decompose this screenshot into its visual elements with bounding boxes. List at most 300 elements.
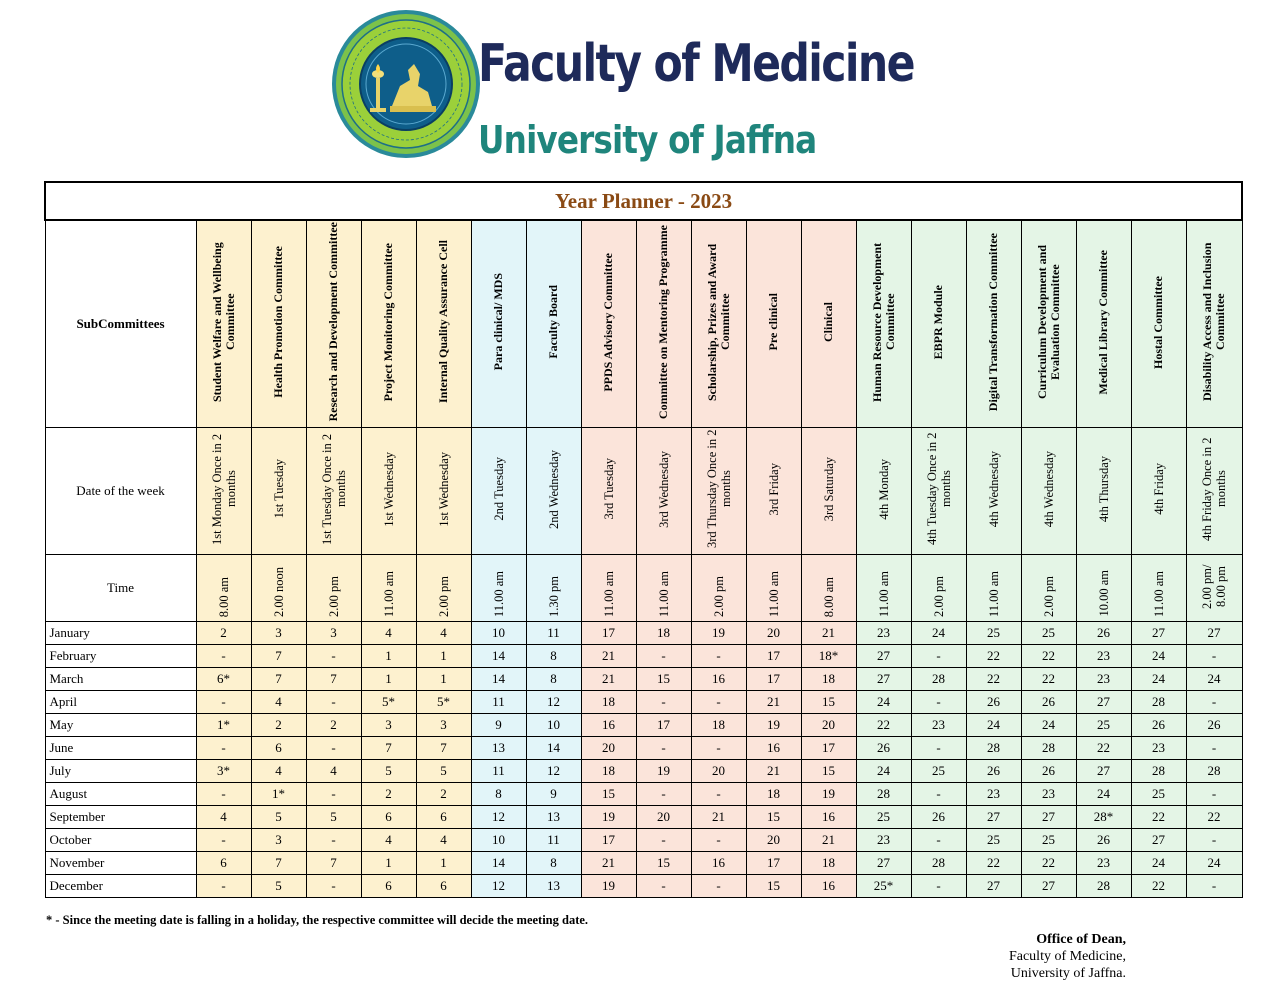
meeting-date-cell: 17 bbox=[636, 714, 691, 737]
meeting-time: 2.00 pm bbox=[436, 576, 451, 617]
column-header-disability-access-and-inclusion-committee bbox=[1186, 220, 1242, 428]
meeting-date-cell: - bbox=[306, 783, 361, 806]
meeting-date-cell: 27 bbox=[1076, 691, 1131, 714]
column-header-pre-clinical bbox=[746, 220, 801, 428]
column-header-health-promotion-committee bbox=[251, 220, 306, 428]
office-title: Office of Dean, bbox=[1036, 932, 1126, 947]
meeting-date-cell: - bbox=[691, 691, 746, 714]
meeting-day: 4th Thursday bbox=[1096, 455, 1111, 523]
holiday-footnote: * - Since the meeting date is falling in a holiday, the respective committee will decide the meeting date. bbox=[46, 913, 589, 927]
meeting-date-cell: 25 bbox=[1021, 829, 1076, 852]
meeting-date-cell: 15 bbox=[581, 783, 636, 806]
meeting-date-cell: 1 bbox=[361, 852, 416, 875]
meeting-day: 2nd Wednesday bbox=[546, 449, 561, 529]
meeting-date-cell: 22 bbox=[1076, 737, 1131, 760]
meeting-date-cell: - bbox=[306, 645, 361, 668]
meeting-date-cell: 27 bbox=[856, 645, 911, 668]
meeting-date-cell: 21 bbox=[746, 760, 801, 783]
meeting-time-cell bbox=[416, 555, 471, 622]
meeting-date-cell: - bbox=[196, 737, 251, 760]
column-header-clinical bbox=[801, 220, 856, 428]
meeting-date-cell: - bbox=[196, 829, 251, 852]
meeting-day: 4th Wednesday bbox=[1041, 450, 1056, 528]
meeting-date-cell: 7 bbox=[306, 852, 361, 875]
meeting-date-cell: - bbox=[196, 875, 251, 898]
meeting-time-cell bbox=[361, 555, 416, 622]
meeting-date-cell: - bbox=[911, 783, 966, 806]
meeting-date-cell: 10 bbox=[471, 622, 526, 645]
meeting-date-cell: 15 bbox=[801, 691, 856, 714]
meeting-date-cell: 28 bbox=[856, 783, 911, 806]
meeting-date-cell: 28 bbox=[1131, 760, 1186, 783]
meeting-date-cell: 26 bbox=[1021, 760, 1076, 783]
meeting-time: 2.00 pm bbox=[931, 576, 946, 617]
meeting-date-cell: 6 bbox=[361, 806, 416, 829]
meeting-date-cell: 2 bbox=[416, 783, 471, 806]
meeting-date-cell: 3* bbox=[196, 760, 251, 783]
meeting-date-cell: 22 bbox=[966, 668, 1021, 691]
meeting-date-cell: 9 bbox=[471, 714, 526, 737]
meeting-date-cell: 28* bbox=[1076, 806, 1131, 829]
meeting-date-cell: 23 bbox=[1131, 737, 1186, 760]
meeting-date-cell: - bbox=[1186, 783, 1242, 806]
month-label: June bbox=[45, 737, 196, 760]
meeting-date-cell: 1* bbox=[196, 714, 251, 737]
committee-name: PPDS Advisory Committee bbox=[601, 252, 615, 392]
committee-name: Curriculum Development and Evaluation Committee bbox=[1034, 245, 1062, 399]
meeting-date-cell: 16 bbox=[691, 852, 746, 875]
meeting-date-cell: 4 bbox=[251, 691, 306, 714]
meeting-date-cell: 16 bbox=[746, 737, 801, 760]
meeting-day-cell bbox=[416, 428, 471, 555]
meeting-date-cell: 5 bbox=[416, 760, 471, 783]
meeting-date-cell: 21 bbox=[581, 645, 636, 668]
meeting-date-cell: 23 bbox=[856, 622, 911, 645]
meeting-date-cell: - bbox=[306, 737, 361, 760]
meeting-date-cell: 23 bbox=[856, 829, 911, 852]
meeting-day-cell bbox=[196, 428, 251, 555]
meeting-day-cell bbox=[306, 428, 361, 555]
meeting-date-cell: 12 bbox=[526, 760, 581, 783]
column-header-scholarship-prizes-and-award-committee bbox=[691, 220, 746, 428]
meeting-date-cell: 23 bbox=[1076, 645, 1131, 668]
meeting-date-cell: 25 bbox=[856, 806, 911, 829]
meeting-date-cell: 23 bbox=[966, 783, 1021, 806]
meeting-date-cell: 17 bbox=[801, 737, 856, 760]
meeting-time: 1.30 pm bbox=[546, 576, 561, 617]
meeting-time: 11.00 am bbox=[601, 570, 616, 617]
meeting-date-cell: 4 bbox=[361, 622, 416, 645]
meeting-date-cell: 16 bbox=[801, 806, 856, 829]
table-row bbox=[45, 622, 1242, 645]
committee-name: EBPR Module bbox=[931, 284, 945, 360]
meeting-date-cell: - bbox=[691, 783, 746, 806]
meeting-time: 11.00 am bbox=[986, 570, 1001, 617]
meeting-date-cell: 16 bbox=[581, 714, 636, 737]
table-row bbox=[45, 691, 1242, 714]
month-label: September bbox=[45, 806, 196, 829]
meeting-date-cell: 8 bbox=[471, 783, 526, 806]
meeting-date-cell: 8 bbox=[526, 668, 581, 691]
meeting-day-cell bbox=[251, 428, 306, 555]
meeting-day: 3rd Tuesday bbox=[601, 458, 616, 520]
meeting-time: 11.00 am bbox=[491, 570, 506, 617]
committee-name: Faculty Board bbox=[546, 285, 560, 359]
meeting-date-cell: 19 bbox=[581, 806, 636, 829]
meeting-day: 3rd Wednesday bbox=[656, 450, 671, 528]
meeting-date-cell: 20 bbox=[801, 714, 856, 737]
meeting-date-cell: 17 bbox=[746, 668, 801, 691]
meeting-time-cell bbox=[801, 555, 856, 622]
meeting-date-cell: 11 bbox=[471, 760, 526, 783]
meeting-date-cell: 24 bbox=[856, 760, 911, 783]
meeting-date-cell: 27 bbox=[1021, 875, 1076, 898]
meeting-day: 4th Wednesday bbox=[986, 450, 1001, 528]
meeting-day: 3rd Saturday bbox=[821, 456, 836, 522]
meeting-date-cell: 27 bbox=[1021, 806, 1076, 829]
meeting-date-cell: 22 bbox=[856, 714, 911, 737]
meeting-time-cell bbox=[856, 555, 911, 622]
meeting-date-cell: 21 bbox=[581, 852, 636, 875]
meeting-date-cell: 20 bbox=[691, 760, 746, 783]
meeting-date-cell: 6 bbox=[196, 852, 251, 875]
meeting-date-cell: 4 bbox=[416, 622, 471, 645]
meeting-date-cell: 20 bbox=[636, 806, 691, 829]
meeting-date-cell: 28 bbox=[911, 668, 966, 691]
university-seal-logo bbox=[330, 8, 482, 160]
meeting-date-cell: 1 bbox=[416, 645, 471, 668]
month-label: October bbox=[45, 829, 196, 852]
column-header-medical-library-committee bbox=[1076, 220, 1131, 428]
meeting-date-cell: 22 bbox=[1021, 645, 1076, 668]
meeting-day-cell bbox=[801, 428, 856, 555]
committee-name: Committee on Mentoring Programme bbox=[656, 224, 670, 420]
meeting-date-cell: 23 bbox=[1021, 783, 1076, 806]
meeting-date-cell: 2 bbox=[196, 622, 251, 645]
committee-name: Pre clinical bbox=[766, 293, 780, 351]
table-row bbox=[45, 737, 1242, 760]
meeting-date-cell: 22 bbox=[1021, 668, 1076, 691]
meeting-date-cell: 11 bbox=[526, 829, 581, 852]
meeting-date-cell: 11 bbox=[471, 691, 526, 714]
meeting-date-cell: 21 bbox=[801, 622, 856, 645]
meeting-day: 1st Tuesday Once in 2 months bbox=[319, 433, 348, 545]
meeting-time-cell bbox=[1186, 555, 1242, 622]
meeting-time-cell bbox=[1076, 555, 1131, 622]
meeting-date-cell: 27 bbox=[1186, 622, 1242, 645]
meeting-date-cell: 28 bbox=[966, 737, 1021, 760]
time-label: Time bbox=[45, 555, 196, 622]
meeting-time-cell bbox=[526, 555, 581, 622]
meeting-date-cell: - bbox=[911, 737, 966, 760]
meeting-date-cell: 7 bbox=[306, 668, 361, 691]
office-line-faculty: Faculty of Medicine, bbox=[1008, 949, 1126, 964]
meeting-date-cell: 9 bbox=[526, 783, 581, 806]
office-line-university: University of Jaffna. bbox=[1010, 966, 1126, 981]
meeting-date-cell: 27 bbox=[966, 875, 1021, 898]
meeting-date-cell: - bbox=[196, 691, 251, 714]
meeting-date-cell: 21 bbox=[746, 691, 801, 714]
meeting-date-cell: - bbox=[1186, 737, 1242, 760]
meeting-date-cell: 3 bbox=[251, 829, 306, 852]
meeting-date-cell: 25 bbox=[966, 622, 1021, 645]
month-label: November bbox=[45, 852, 196, 875]
meeting-date-cell: 7 bbox=[251, 645, 306, 668]
month-label: May bbox=[45, 714, 196, 737]
meeting-day: 3rd Thursday Once in 2 months bbox=[704, 429, 733, 549]
meeting-date-cell: 26 bbox=[966, 691, 1021, 714]
meeting-time: 2.00 pm bbox=[326, 576, 341, 617]
meeting-date-cell: 3 bbox=[361, 714, 416, 737]
meeting-day: 1st Wednesday bbox=[436, 451, 451, 527]
office-of-dean-signature bbox=[940, 931, 1126, 982]
meeting-date-cell: - bbox=[196, 645, 251, 668]
meeting-date-cell: 6 bbox=[361, 875, 416, 898]
meeting-date-cell: - bbox=[636, 875, 691, 898]
committee-name: Clinical bbox=[821, 301, 835, 342]
meeting-date-cell: 3 bbox=[251, 622, 306, 645]
meeting-date-cell: 24 bbox=[1131, 668, 1186, 691]
meeting-date-cell: 5* bbox=[416, 691, 471, 714]
meeting-date-cell: - bbox=[911, 829, 966, 852]
meeting-date-cell: 19 bbox=[691, 622, 746, 645]
meeting-time: 11.00 am bbox=[1151, 570, 1166, 617]
meeting-date-cell: 21 bbox=[581, 668, 636, 691]
date-of-week-label: Date of the week bbox=[45, 428, 196, 555]
meeting-date-cell: - bbox=[306, 875, 361, 898]
meeting-time: 2.00 pm bbox=[1041, 576, 1056, 617]
meeting-date-cell: 28 bbox=[1076, 875, 1131, 898]
meeting-date-cell: - bbox=[691, 875, 746, 898]
column-header-curriculum-development-and-evaluation-committee bbox=[1021, 220, 1076, 428]
meeting-date-cell: 27 bbox=[1076, 760, 1131, 783]
meeting-date-cell: 19 bbox=[581, 875, 636, 898]
meeting-date-cell: 22 bbox=[966, 852, 1021, 875]
meeting-date-cell: 24 bbox=[1021, 714, 1076, 737]
meeting-date-cell: 27 bbox=[1131, 829, 1186, 852]
meeting-date-cell: 24 bbox=[911, 622, 966, 645]
meeting-date-cell: 5* bbox=[361, 691, 416, 714]
meeting-time-cell bbox=[471, 555, 526, 622]
meeting-date-cell: 13 bbox=[526, 806, 581, 829]
meeting-date-cell: 28 bbox=[911, 852, 966, 875]
meeting-time-cell bbox=[911, 555, 966, 622]
column-header-internal-quality-assurance-cell bbox=[416, 220, 471, 428]
meeting-day-cell bbox=[1131, 428, 1186, 555]
meeting-date-cell: - bbox=[636, 829, 691, 852]
meeting-date-cell: - bbox=[636, 783, 691, 806]
meeting-date-cell: 10 bbox=[471, 829, 526, 852]
meeting-date-cell: 10 bbox=[526, 714, 581, 737]
meeting-date-cell: 6 bbox=[416, 806, 471, 829]
meeting-time: 8.00 am bbox=[821, 576, 836, 617]
meeting-date-cell: 22 bbox=[966, 645, 1021, 668]
meeting-date-cell: 2 bbox=[361, 783, 416, 806]
meeting-day-cell bbox=[1186, 428, 1242, 555]
meeting-date-cell: 28 bbox=[1021, 737, 1076, 760]
meeting-date-cell: 24 bbox=[856, 691, 911, 714]
meeting-date-cell: 7 bbox=[361, 737, 416, 760]
meeting-date-cell: 20 bbox=[746, 829, 801, 852]
table-row bbox=[45, 760, 1242, 783]
table-row bbox=[45, 668, 1242, 691]
meeting-date-cell: 2 bbox=[306, 714, 361, 737]
university-subtitle: University of Jaffna bbox=[478, 118, 817, 162]
meeting-day: 2nd Tuesday bbox=[491, 457, 506, 521]
meeting-time-cell bbox=[196, 555, 251, 622]
meeting-day-cell bbox=[746, 428, 801, 555]
meeting-day: 1st Tuesday bbox=[271, 459, 286, 519]
meeting-date-cell: 25 bbox=[1131, 783, 1186, 806]
meeting-date-cell: 1* bbox=[251, 783, 306, 806]
meeting-time-cell bbox=[1021, 555, 1076, 622]
meeting-time: 10.00 am bbox=[1096, 570, 1111, 617]
meeting-time: 2.00 pm bbox=[711, 576, 726, 617]
meeting-date-cell: 19 bbox=[636, 760, 691, 783]
meeting-date-cell: 27 bbox=[856, 852, 911, 875]
table-row bbox=[45, 714, 1242, 737]
meeting-date-cell: 26 bbox=[911, 806, 966, 829]
meeting-date-cell: - bbox=[1186, 875, 1242, 898]
column-header-human-resource-development-committee bbox=[856, 220, 911, 428]
meeting-date-cell: 24 bbox=[966, 714, 1021, 737]
meeting-date-cell: 4 bbox=[416, 829, 471, 852]
meeting-day-cell bbox=[966, 428, 1021, 555]
meeting-date-cell: 22 bbox=[1021, 852, 1076, 875]
meeting-date-cell: 8 bbox=[526, 645, 581, 668]
meeting-date-cell: - bbox=[691, 829, 746, 852]
meeting-time-cell bbox=[581, 555, 636, 622]
meeting-day: 1st Monday Once in 2 months bbox=[209, 433, 238, 545]
faculty-title: Faculty of Medicine bbox=[478, 34, 914, 94]
meeting-day-cell bbox=[1076, 428, 1131, 555]
meeting-date-cell: 16 bbox=[691, 668, 746, 691]
meeting-date-cell: 5 bbox=[251, 806, 306, 829]
meeting-date-cell: 26 bbox=[966, 760, 1021, 783]
meeting-date-cell: 4 bbox=[361, 829, 416, 852]
table-row bbox=[45, 852, 1242, 875]
meeting-date-cell: 19 bbox=[801, 783, 856, 806]
meeting-date-cell: - bbox=[1186, 691, 1242, 714]
meeting-date-cell: 17 bbox=[746, 645, 801, 668]
year-planner-table bbox=[44, 181, 1243, 898]
committee-name: Project Monitoring Committee bbox=[381, 242, 395, 402]
month-label: March bbox=[45, 668, 196, 691]
meeting-date-cell: 18 bbox=[581, 691, 636, 714]
meeting-date-cell: - bbox=[636, 737, 691, 760]
meeting-date-cell: 26 bbox=[856, 737, 911, 760]
meeting-date-cell: 6* bbox=[196, 668, 251, 691]
meeting-date-cell: 6 bbox=[251, 737, 306, 760]
meeting-day-cell bbox=[526, 428, 581, 555]
meeting-time: 11.00 am bbox=[766, 570, 781, 617]
meeting-date-cell: 14 bbox=[526, 737, 581, 760]
column-header-committee-on-mentoring-programme bbox=[636, 220, 691, 428]
meeting-date-cell: 13 bbox=[471, 737, 526, 760]
meeting-date-cell: 15 bbox=[746, 875, 801, 898]
meeting-date-cell: - bbox=[636, 691, 691, 714]
meeting-date-cell: - bbox=[636, 645, 691, 668]
meeting-date-cell: 26 bbox=[1131, 714, 1186, 737]
committee-name: Scholarship, Prizes and Award Committee bbox=[704, 243, 732, 401]
meeting-day: 4th Monday bbox=[876, 458, 891, 520]
column-header-ppds-advisory-committee bbox=[581, 220, 636, 428]
meeting-date-cell: - bbox=[691, 645, 746, 668]
meeting-time-cell bbox=[966, 555, 1021, 622]
meeting-date-cell: 1 bbox=[361, 668, 416, 691]
meeting-date-cell: 18* bbox=[801, 645, 856, 668]
meeting-date-cell: 12 bbox=[471, 875, 526, 898]
meeting-date-cell: 20 bbox=[581, 737, 636, 760]
meeting-date-cell: 1 bbox=[416, 668, 471, 691]
committee-name: Hostal Committee bbox=[1151, 275, 1165, 369]
meeting-time: 11.00 am bbox=[876, 570, 891, 617]
committee-name: Para clinical/ MDS bbox=[491, 273, 505, 371]
meeting-day-cell bbox=[911, 428, 966, 555]
column-header-hostal-committee bbox=[1131, 220, 1186, 428]
meeting-date-cell: 24 bbox=[1186, 668, 1242, 691]
table-row bbox=[45, 645, 1242, 668]
table-row bbox=[45, 806, 1242, 829]
meeting-date-cell: - bbox=[1186, 645, 1242, 668]
month-label: August bbox=[45, 783, 196, 806]
meeting-date-cell: 26 bbox=[1076, 622, 1131, 645]
meeting-date-cell: - bbox=[911, 691, 966, 714]
meeting-date-cell: 1 bbox=[361, 645, 416, 668]
meeting-date-cell: 24 bbox=[1131, 852, 1186, 875]
meeting-date-cell: 4 bbox=[251, 760, 306, 783]
meeting-date-cell: 7 bbox=[251, 852, 306, 875]
meeting-time: 8.00 am bbox=[216, 576, 231, 617]
meeting-day-cell bbox=[691, 428, 746, 555]
meeting-date-cell: 27 bbox=[856, 668, 911, 691]
meeting-date-cell: 25 bbox=[966, 829, 1021, 852]
month-label: January bbox=[45, 622, 196, 645]
column-header-ebpr-module bbox=[911, 220, 966, 428]
meeting-date-cell: 11 bbox=[526, 622, 581, 645]
meeting-day-cell bbox=[361, 428, 416, 555]
meeting-date-cell: 25 bbox=[1076, 714, 1131, 737]
meeting-date-cell: 20 bbox=[746, 622, 801, 645]
meeting-date-cell: 16 bbox=[801, 875, 856, 898]
table-row bbox=[45, 875, 1242, 898]
meeting-date-cell: 23 bbox=[1076, 668, 1131, 691]
meeting-date-cell: 24 bbox=[1076, 783, 1131, 806]
meeting-day-cell bbox=[581, 428, 636, 555]
meeting-date-cell: 18 bbox=[746, 783, 801, 806]
column-header-student-welfare-and-wellbeing-committee bbox=[196, 220, 251, 428]
meeting-date-cell: 4 bbox=[196, 806, 251, 829]
meeting-date-cell: 8 bbox=[526, 852, 581, 875]
meeting-time: 11.00 am bbox=[381, 570, 396, 617]
committee-name: Medical Library Committee bbox=[1096, 249, 1110, 395]
meeting-date-cell: 5 bbox=[251, 875, 306, 898]
meeting-date-cell: 28 bbox=[1186, 760, 1242, 783]
meeting-date-cell: - bbox=[911, 645, 966, 668]
meeting-day-cell bbox=[636, 428, 691, 555]
meeting-date-cell: 17 bbox=[581, 622, 636, 645]
committee-name: Health Promotion Committee bbox=[271, 246, 285, 398]
meeting-date-cell: - bbox=[196, 783, 251, 806]
meeting-day: 4th Tuesday Once in 2 months bbox=[924, 432, 953, 546]
committee-name: Digital Transformation Committee bbox=[986, 232, 1000, 412]
meeting-date-cell: 27 bbox=[1131, 622, 1186, 645]
meeting-date-cell: - bbox=[911, 875, 966, 898]
meeting-date-cell: 17 bbox=[746, 852, 801, 875]
month-label: December bbox=[45, 875, 196, 898]
meeting-day: 4th Friday bbox=[1151, 463, 1166, 515]
meeting-date-cell: 22 bbox=[1131, 875, 1186, 898]
